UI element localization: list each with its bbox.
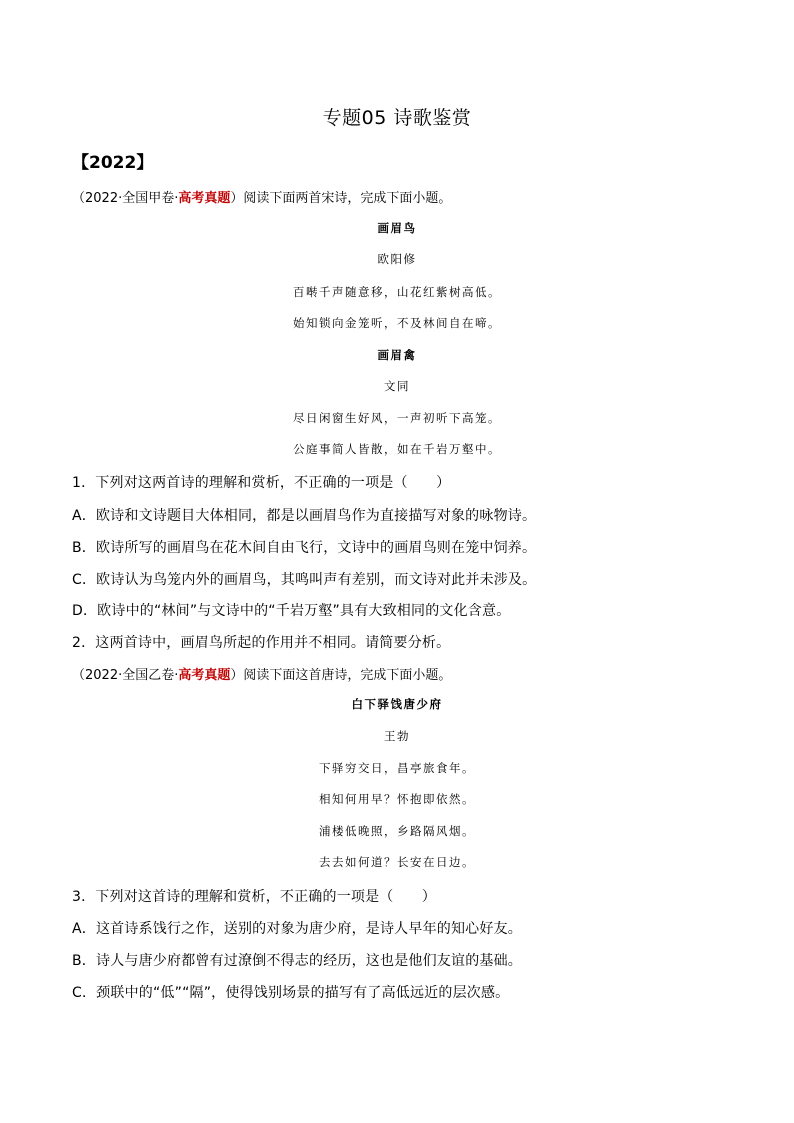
poem3-line: 去去如何道？长安在日边。 xyxy=(319,855,475,869)
poem1-title: 画眉鸟 xyxy=(377,221,417,235)
intro-suffix: ）阅读下面两首宋诗，完成下面小题。 xyxy=(230,191,452,206)
poem3-author: 王勃 xyxy=(384,729,410,743)
question-3-option-a: A．这首诗系饯行之作，送别的对象为唐少府，是诗人早年的知心好友。 xyxy=(72,921,522,937)
poem1-line: 始知锁向金笼听，不及林间自在啼。 xyxy=(293,316,501,330)
poem3-line: 浦楼低晚照，乡路隔风烟。 xyxy=(319,824,475,838)
poem2-line: 公庭事简人皆散，如在千岩万壑中。 xyxy=(293,442,501,456)
intro-prefix: （2022·全国乙卷· xyxy=(72,668,179,683)
document-title: 专题05 诗歌鉴赏 xyxy=(322,107,472,129)
section1-intro xyxy=(72,187,451,206)
poem3-line: 下驿穷交日，昌亭旅食年。 xyxy=(319,761,475,775)
poem3-line: 相知何用早？怀抱即依然。 xyxy=(319,792,475,806)
poem2-author: 文同 xyxy=(384,379,410,393)
intro-source-highlight: 高考真题 xyxy=(178,668,231,683)
question-1-option-d: D．欧诗中的“林间”与文诗中的“千岩万壑”具有大致相同的文化含意。 xyxy=(72,603,511,619)
question-3-option-c: C．颈联中的“低”“隔”，使得饯别场景的描写有了高低远近的层次感。 xyxy=(72,985,510,1001)
intro-source-highlight: 高考真题 xyxy=(178,191,231,206)
intro-prefix: （2022·全国甲卷· xyxy=(72,191,179,206)
section2-intro xyxy=(72,664,451,683)
question-2: 2．这两首诗中，画眉鸟所起的作用并不相同。请简要分析。 xyxy=(72,635,451,651)
intro-suffix: ）阅读下面这首唐诗，完成下面小题。 xyxy=(230,668,452,683)
question-1: 1．下列对这两首诗的理解和赏析，不正确的一项是（ ） xyxy=(72,475,451,491)
poem2-title: 画眉禽 xyxy=(377,348,417,362)
poem2-line: 尽日闲窗生好风，一声初听下高笼。 xyxy=(293,411,501,425)
poem3-title: 白下驿饯唐少府 xyxy=(351,697,443,711)
question-1-option-b: B．欧诗所写的画眉鸟在花木间自由飞行，文诗中的画眉鸟则在笼中饲养。 xyxy=(72,540,537,556)
poem1-line: 百啭千声随意移，山花红紫树高低。 xyxy=(293,285,501,299)
question-1-option-c: C．欧诗认为鸟笼内外的画眉鸟，其鸣叫声有差别，而文诗对此并未涉及。 xyxy=(72,572,537,588)
poem1-author: 欧阳修 xyxy=(377,252,417,266)
year-heading: 【2022】 xyxy=(72,153,154,173)
question-3-option-b: B．诗人与唐少府都曾有过潦倒不得志的经历，这也是他们友谊的基础。 xyxy=(72,953,523,969)
question-1-option-a: A．欧诗和文诗题目大体相同，都是以画眉鸟作为直接描写对象的咏物诗。 xyxy=(72,508,537,524)
question-3: 3．下列对这首诗的理解和赏析，不正确的一项是（ ） xyxy=(72,889,437,905)
